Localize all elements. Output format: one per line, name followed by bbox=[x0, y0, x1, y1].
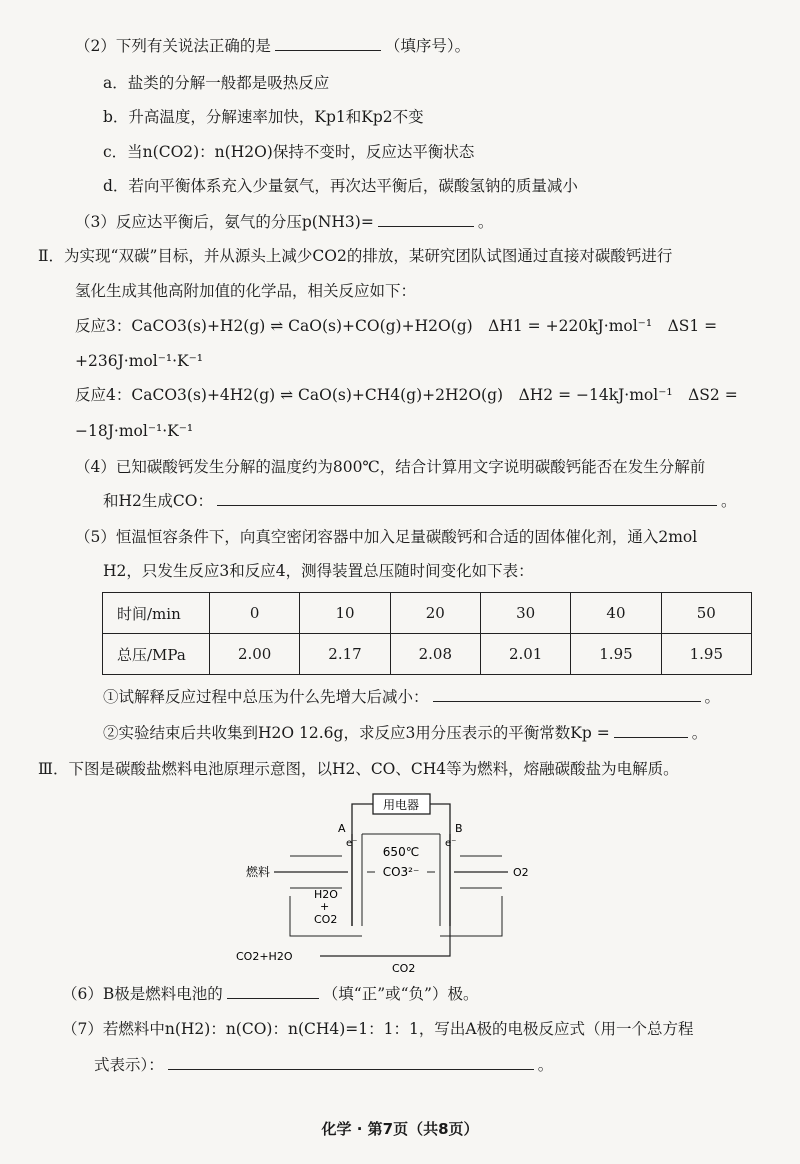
table-cell: 1.95 bbox=[571, 634, 661, 675]
q2-stem-text: （2）下列有关说法正确的是 bbox=[75, 37, 271, 55]
q7-line2 bbox=[94, 1054, 553, 1076]
q5-sub2-answer-blank[interactable] bbox=[614, 723, 688, 738]
q6-stem-text: （6）B极是燃料电池的 bbox=[62, 985, 223, 1003]
table-cell: 总压/MPa bbox=[103, 634, 210, 675]
table-cell: 10 bbox=[300, 593, 390, 634]
fuel-cell-diagram bbox=[230, 786, 550, 976]
table-cell: 2.08 bbox=[390, 634, 480, 675]
pressure-table bbox=[102, 592, 752, 675]
q5-line2: H2，只发生反应3和反应4，测得装置总压随时间变化如下表： bbox=[103, 562, 534, 580]
table-cell: 2.01 bbox=[480, 634, 570, 675]
q6-suffix: （填“正”或“负”）极。 bbox=[322, 985, 479, 1003]
table-cell: 20 bbox=[390, 593, 480, 634]
table-row bbox=[103, 593, 752, 634]
q2-option-a: a．盐类的分解一般都是吸热反应 bbox=[103, 74, 330, 92]
q5-sub1-answer-blank[interactable] bbox=[433, 687, 701, 702]
exhaust-label: CO2+H2O bbox=[236, 950, 293, 963]
q5-sub1-end: 。 bbox=[704, 688, 721, 706]
co2-return-line bbox=[320, 926, 450, 956]
table-cell: 40 bbox=[571, 593, 661, 634]
table-cell: 2.00 bbox=[210, 634, 300, 675]
device-label: 用电器 bbox=[382, 798, 420, 812]
table-cell: 2.17 bbox=[300, 634, 390, 675]
reaction4-line1: 反应4：CaCO3(s)+4H2(g) ⇌ CaO(s)+CH4(g)+2H2O(g) ΔH2 = −14kJ·mol⁻¹ ΔS2 = bbox=[75, 386, 738, 404]
q4-line2 bbox=[103, 490, 736, 512]
temperature-label: 650℃ bbox=[382, 845, 420, 859]
q5-sub2-text: ②实验结束后共收集到H2O 12.6g，求反应3用分压表示的平衡常数Kp = bbox=[103, 724, 610, 742]
electron-left-label: e⁻ bbox=[346, 838, 358, 849]
table-row bbox=[103, 634, 752, 675]
q5-sub2 bbox=[103, 722, 707, 744]
table-cell: 1.95 bbox=[661, 634, 751, 675]
carbonate-ion-label: CO3²⁻ bbox=[382, 865, 420, 879]
oxygen-label: O2 bbox=[513, 866, 529, 879]
electron-right-label: e⁻ bbox=[445, 838, 457, 849]
q2-option-d: d．若向平衡体系充入少量氨气，再次达平衡后，碳酸氢钠的质量减小 bbox=[103, 177, 578, 195]
q5-sub2-end: 。 bbox=[691, 724, 708, 742]
q4-line1: （4）已知碳酸钙发生分解的温度约为800℃，结合计算用文字说明碳酸钙能否在发生分解前 bbox=[75, 458, 706, 476]
table-cell: 0 bbox=[210, 593, 300, 634]
q2-answer-blank[interactable] bbox=[275, 36, 381, 51]
q3-stem bbox=[75, 211, 493, 233]
q6-stem bbox=[62, 983, 478, 1005]
q3-end: 。 bbox=[477, 213, 494, 231]
part3-intro: Ⅲ．下图是碳酸盐燃料电池原理示意图，以H2、CO、CH4等为燃料，熔融碳酸盐为电解质。 bbox=[38, 760, 679, 778]
table-cell: 时间/min bbox=[103, 593, 210, 634]
page-footer: 化学 · 第7页（共8页） bbox=[321, 1120, 479, 1138]
q2-option-c: c．当n(CO2)：n(H2O)保持不变时，反应达平衡状态 bbox=[103, 143, 475, 161]
q7-line2-text: 式表示）： bbox=[94, 1056, 164, 1074]
circuit-wire-right bbox=[430, 804, 450, 834]
q4-line2-text: 和H2生成CO： bbox=[103, 492, 213, 510]
q3-answer-blank[interactable] bbox=[378, 212, 474, 227]
q5-sub1 bbox=[103, 686, 720, 708]
fuel-label: 燃料 bbox=[246, 865, 271, 879]
water-label: H2O bbox=[314, 888, 338, 901]
table-cell: 30 bbox=[480, 593, 570, 634]
q5-sub1-text: ①试解释反应过程中总压为什么先增大后减小： bbox=[103, 688, 429, 706]
plus-sign: + bbox=[320, 900, 330, 913]
co2-left-label: CO2 bbox=[314, 913, 338, 926]
circuit-wire-left bbox=[352, 804, 373, 834]
q7-line1: （7）若燃料中n(H2)：n(CO)：n(CH4)=1：1：1，写出A极的电极反应式（用一个总方程 bbox=[62, 1020, 694, 1038]
q4-end: 。 bbox=[720, 492, 737, 510]
part2-intro-line2: 氢化生成其他高附加值的化学品，相关反应如下： bbox=[75, 282, 417, 300]
q2-suffix: （填序号）。 bbox=[384, 37, 471, 55]
q6-answer-blank[interactable] bbox=[227, 984, 319, 999]
q2-stem bbox=[75, 35, 470, 57]
reaction3-line1: 反应3：CaCO3(s)+H2(g) ⇌ CaO(s)+CO(g)+H2O(g) ΔH1 = +220kJ·mol⁻¹ ΔS1 = bbox=[75, 317, 718, 335]
q4-answer-blank[interactable] bbox=[217, 491, 717, 506]
q7-answer-blank[interactable] bbox=[168, 1055, 534, 1070]
q5-line1: （5）恒温恒容条件下，向真空密闭容器中加入足量碳酸钙和合适的固体催化剂，通入2mol bbox=[75, 528, 698, 546]
reaction4-line2: −18J·mol⁻¹·K⁻¹ bbox=[75, 422, 194, 440]
electrode-b-label: B bbox=[455, 822, 463, 835]
q2-option-b: b．升高温度，分解速率加快，Kp1和Kp2不变 bbox=[103, 108, 424, 126]
reaction3-line2: +236J·mol⁻¹·K⁻¹ bbox=[75, 352, 203, 370]
q7-end: 。 bbox=[537, 1056, 554, 1074]
q3-stem-text: （3）反应达平衡后，氨气的分压p(NH3)= bbox=[75, 213, 374, 231]
electrode-a-label: A bbox=[338, 822, 346, 835]
co2-bottom-label: CO2 bbox=[392, 962, 416, 975]
part2-intro-line1: Ⅱ．为实现“双碳”目标，并从源头上减少CO2的排放，某研究团队试图通过直接对碳酸钙进行 bbox=[38, 247, 673, 265]
table-cell: 50 bbox=[661, 593, 751, 634]
